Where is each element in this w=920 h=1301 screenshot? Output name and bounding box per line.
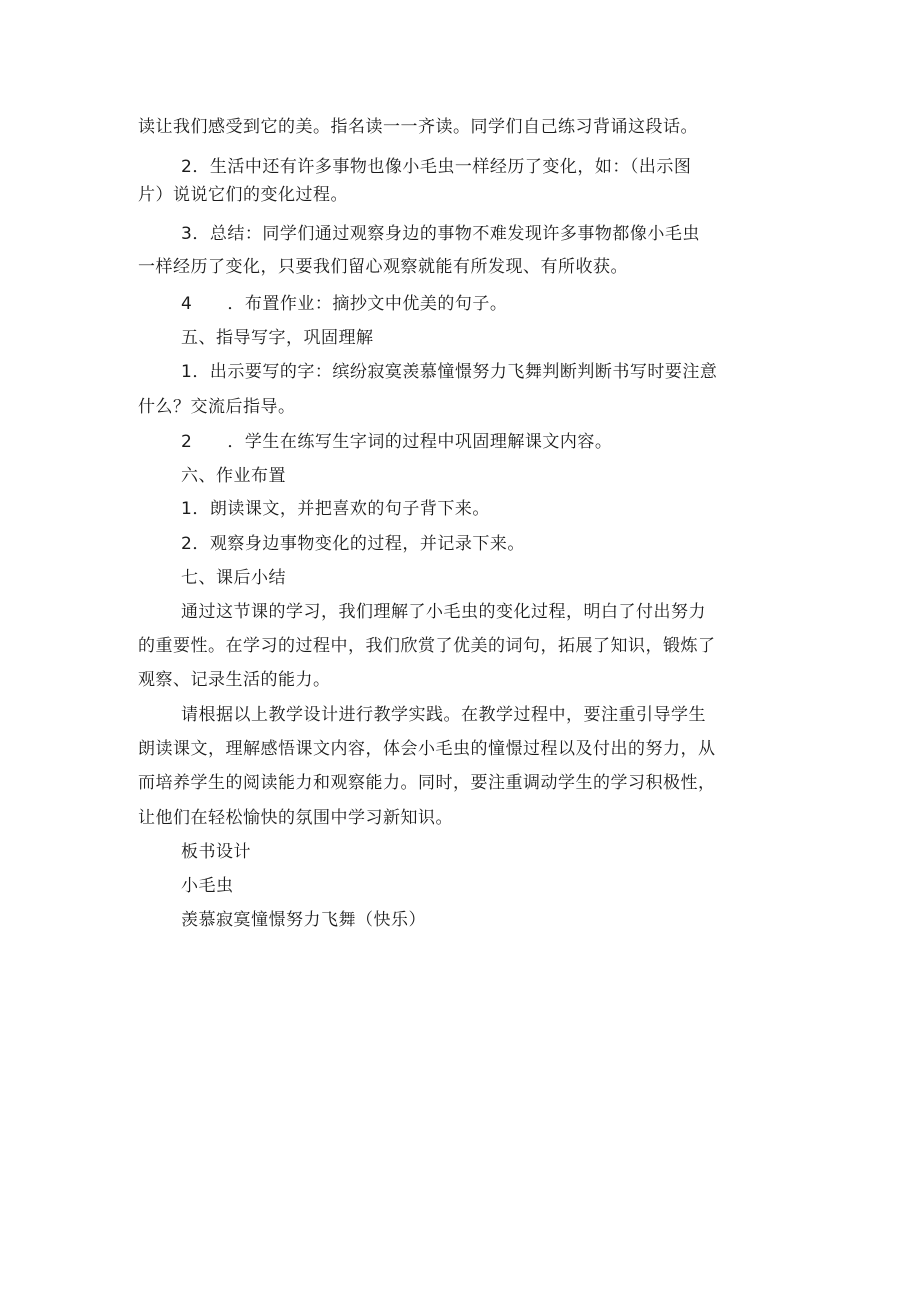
text-line: 让他们在轻松愉快的氛围中学习新知识。	[138, 808, 453, 828]
text-line: 读让我们感受到它的美。指名读一一齐读。同学们自己练习背诵这段话。	[138, 117, 698, 137]
text-line: 2．生活中还有许多事物也像小毛虫一样经历了变化，如：（出示图	[181, 157, 692, 177]
text-line: 小毛虫	[181, 876, 234, 896]
text-line: 一样经历了变化，只要我们留心观察就能有所发现、有所收获。	[138, 257, 628, 277]
text-line: 请根据以上教学设计进行教学实践。在教学过程中，要注重引导学生	[181, 705, 706, 725]
text-line: 朗读课文，理解感悟课文内容，体会小毛虫的憧憬过程以及付出的努力，从	[138, 739, 716, 759]
text-line: 什么？交流后指导。	[138, 397, 296, 417]
text-line: 1．朗读课文，并把喜欢的句子背下来。	[181, 499, 490, 519]
text-line: 通过这节课的学习，我们理解了小毛虫的变化过程，明白了付出努力	[181, 602, 706, 622]
text-line: 羡慕寂寞憧憬努力飞舞（快乐）	[181, 910, 426, 930]
text-line: 的重要性。在学习的过程中，我们欣赏了优美的词句，拓展了知识，锻炼了	[138, 636, 716, 656]
section-heading: 五、指导写字，巩固理解	[181, 328, 374, 348]
text-line: 观察、记录生活的能力。	[138, 670, 331, 690]
section-heading: 六、作业布置	[181, 466, 286, 486]
text-line: 2．观察身边事物变化的过程，并记录下来。	[181, 534, 525, 554]
text-line: 2 ．学生在练写生字词的过程中巩固理解课文内容。	[181, 432, 613, 452]
text-line: 4 ．布置作业：摘抄文中优美的句子。	[181, 294, 508, 314]
text-line: 片）说说它们的变化过程。	[138, 185, 348, 205]
text-line: 而培养学生的阅读能力和观察能力。同时，要注重调动学生的学习积极性，	[138, 773, 716, 793]
section-heading: 七、课后小结	[181, 568, 286, 588]
section-heading: 板书设计	[181, 842, 251, 862]
text-line: 3．总结：同学们通过观察身边的事物不难发现许多事物都像小毛虫	[181, 224, 700, 244]
text-line: 1．出示要写的字：缤纷寂寞羡慕憧憬努力飞舞判断判断书写时要注意	[181, 362, 718, 382]
